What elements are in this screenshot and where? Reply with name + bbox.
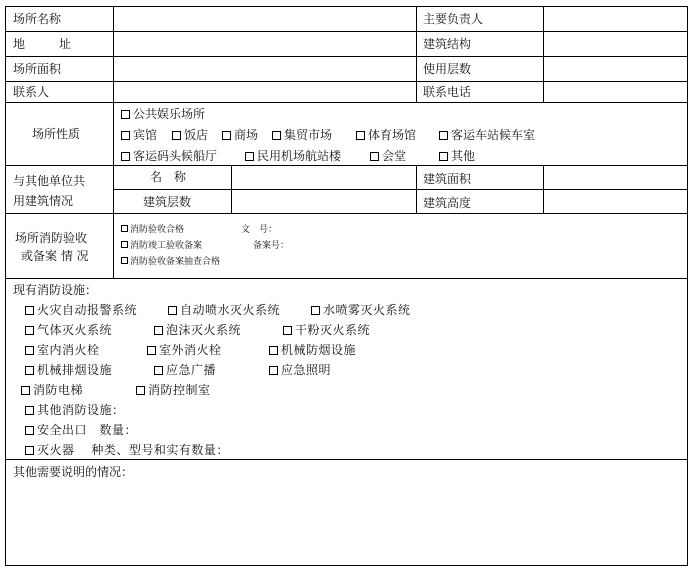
checkbox-icon[interactable] xyxy=(25,366,34,375)
address-label-1: 地 xyxy=(13,37,26,51)
rule xyxy=(231,165,232,214)
facility-extinguishers[interactable]: 灭火器 种类、型号和实有数量： xyxy=(25,443,229,457)
checkbox-icon[interactable] xyxy=(168,306,177,315)
form-border-bottom xyxy=(5,565,688,566)
rule xyxy=(5,31,688,32)
checkbox-icon[interactable] xyxy=(272,131,281,140)
checkbox-icon[interactable] xyxy=(154,326,163,335)
nature-option-restaurant[interactable]: 饭店 xyxy=(172,128,208,142)
rule xyxy=(5,56,688,57)
checkbox-icon[interactable] xyxy=(439,152,448,161)
building-height-label: 建筑高度 xyxy=(423,196,472,210)
checkbox-icon[interactable] xyxy=(25,446,34,455)
checkbox-icon[interactable] xyxy=(283,326,292,335)
address-label-2: 址 xyxy=(59,37,72,51)
facility-water-mist[interactable]: 水喷雾灭火系统 xyxy=(311,303,411,317)
checkbox-icon[interactable] xyxy=(121,110,130,119)
rule xyxy=(5,459,688,460)
nature-option-other[interactable]: 其他 xyxy=(439,149,475,163)
checkbox-icon[interactable] xyxy=(172,131,181,140)
acceptance-option-spot-check[interactable]: 消防验收备案抽查合格 xyxy=(121,257,220,268)
facility-other[interactable]: 其他消防设施： xyxy=(25,403,125,417)
form-border-left xyxy=(5,6,6,566)
nature-option-public-entertainment[interactable]: 公共娱乐场所 xyxy=(121,107,205,121)
nature-option-hotel[interactable]: 宾馆 xyxy=(121,128,157,142)
checkbox-icon[interactable] xyxy=(21,386,30,395)
form-border-right xyxy=(687,6,688,566)
facility-sprinkler[interactable]: 自动喷水灭火系统 xyxy=(168,303,280,317)
form-border-top xyxy=(5,6,688,7)
facility-dry-powder[interactable]: 干粉灭火系统 xyxy=(283,323,370,337)
rule xyxy=(543,6,544,103)
checkbox-icon[interactable] xyxy=(136,386,145,395)
nature-option-mall[interactable]: 商场 xyxy=(222,128,258,142)
shared-label-line2: 用建筑情况 xyxy=(13,194,74,208)
shared-label-line1: 与其他单位共 xyxy=(13,174,86,188)
checkbox-icon[interactable] xyxy=(245,152,254,161)
acceptance-label-line2: 或备案 情 况 xyxy=(21,249,89,263)
checkbox-icon[interactable] xyxy=(121,241,128,248)
rule xyxy=(5,213,688,214)
facility-emergency-lighting[interactable]: 应急照明 xyxy=(269,363,331,377)
phone-label: 联系电话 xyxy=(423,85,472,99)
rule xyxy=(5,278,688,279)
nature-option-stadium[interactable]: 体育场馆 xyxy=(356,128,416,142)
acceptance-option-filed[interactable]: 消防竣工验收备案 xyxy=(121,241,202,252)
facility-fire-elevator[interactable]: 消防电梯 xyxy=(21,383,83,397)
acceptance-option-qualified[interactable]: 消防验收合格 xyxy=(121,225,184,236)
facility-smoke-exhaust[interactable]: 机械排烟设施 xyxy=(25,363,112,377)
facility-emergency-broadcast[interactable]: 应急广播 xyxy=(154,363,216,377)
checkbox-icon[interactable] xyxy=(356,131,365,140)
chief-label: 主要负责人 xyxy=(423,12,484,26)
facility-foam-suppression[interactable]: 泡沫灭火系统 xyxy=(154,323,241,337)
structure-label: 建筑结构 xyxy=(423,37,472,51)
facility-indoor-hydrant[interactable]: 室内消火栓 xyxy=(25,343,100,357)
notes-label: 其他需要说明的情况： xyxy=(13,465,134,479)
rule xyxy=(113,6,114,278)
document-number-label: 文 号： xyxy=(241,225,278,235)
checkbox-icon[interactable] xyxy=(370,152,379,161)
facilities-heading: 现有消防设施： xyxy=(13,283,98,297)
nature-label: 场所性质 xyxy=(32,127,81,141)
nature-option-market[interactable]: 集贸市场 xyxy=(272,128,332,142)
rule xyxy=(543,165,544,214)
checkbox-icon[interactable] xyxy=(25,426,34,435)
nature-option-hall[interactable]: 会堂 xyxy=(370,149,406,163)
rule xyxy=(416,165,417,214)
checkbox-icon[interactable] xyxy=(269,346,278,355)
venue-name-label: 场所名称 xyxy=(13,12,62,26)
checkbox-icon[interactable] xyxy=(311,306,320,315)
nature-option-airport[interactable]: 民用机场航站楼 xyxy=(245,149,341,163)
area-label: 场所面积 xyxy=(13,62,62,76)
checkbox-icon[interactable] xyxy=(121,257,128,264)
building-area-label: 建筑面积 xyxy=(423,172,472,186)
shared-name-label: 名 称 xyxy=(150,170,187,184)
rule xyxy=(416,6,417,103)
checkbox-icon[interactable] xyxy=(25,326,34,335)
rule xyxy=(5,102,688,103)
nature-option-ferry-terminal[interactable]: 客运码头候船厅 xyxy=(121,149,217,163)
facility-outdoor-hydrant[interactable]: 室外消火栓 xyxy=(147,343,222,357)
facility-fire-alarm[interactable]: 火灾自动报警系统 xyxy=(25,303,137,317)
checkbox-icon[interactable] xyxy=(154,366,163,375)
nature-option-bus-station[interactable]: 客运车站候车室 xyxy=(439,128,535,142)
rule xyxy=(5,165,688,166)
facility-control-room[interactable]: 消防控制室 xyxy=(136,383,211,397)
contact-label: 联系人 xyxy=(13,85,50,99)
building-floors-label: 建筑层数 xyxy=(143,195,192,209)
checkbox-icon[interactable] xyxy=(25,406,34,415)
checkbox-icon[interactable] xyxy=(121,152,130,161)
rule xyxy=(5,81,688,82)
checkbox-icon[interactable] xyxy=(439,131,448,140)
checkbox-icon[interactable] xyxy=(121,225,128,232)
checkbox-icon[interactable] xyxy=(25,346,34,355)
floors-label: 使用层数 xyxy=(423,62,472,76)
checkbox-icon[interactable] xyxy=(25,306,34,315)
facility-safety-exits[interactable]: 安全出口 数量： xyxy=(25,423,137,437)
checkbox-icon[interactable] xyxy=(121,131,130,140)
checkbox-icon[interactable] xyxy=(147,346,156,355)
checkbox-icon[interactable] xyxy=(269,366,278,375)
filing-number-label: 备案号： xyxy=(253,241,290,251)
checkbox-icon[interactable] xyxy=(222,131,231,140)
facility-smoke-prevention[interactable]: 机械防烟设施 xyxy=(269,343,356,357)
rule xyxy=(113,189,688,190)
acceptance-label-line1: 场所消防验收 xyxy=(15,231,88,245)
facility-gas-suppression[interactable]: 气体灭火系统 xyxy=(25,323,112,337)
